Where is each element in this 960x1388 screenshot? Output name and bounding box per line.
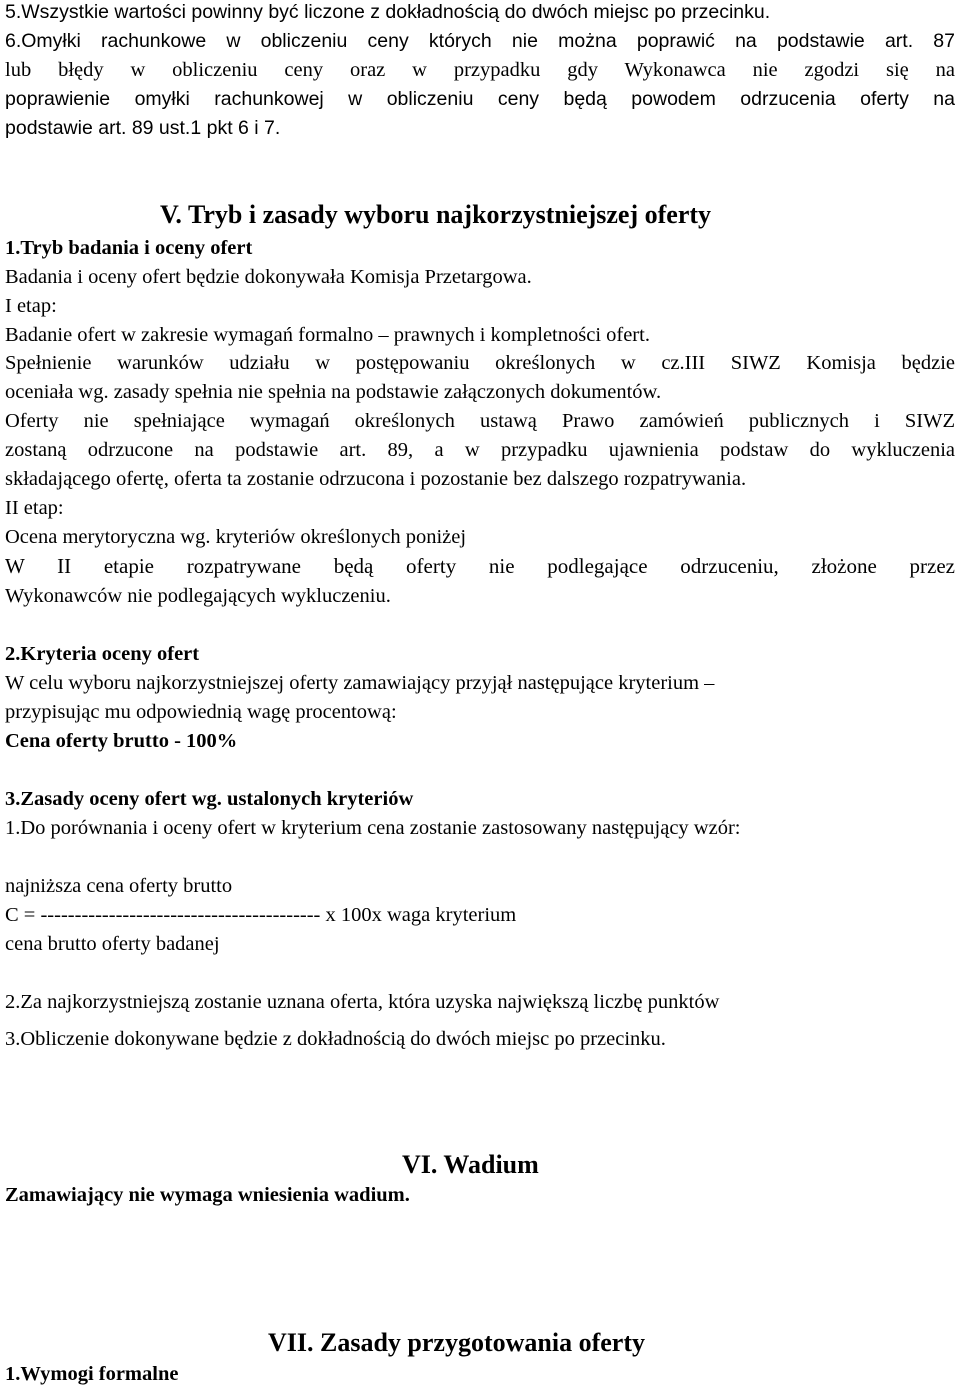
subsection-heading: 1.Wymogi formalne [5,1363,179,1385]
text-line: 3.Obliczenie dokonywane będzie z dokładnością do dwóch miejsc po przecinku. [5,1028,666,1050]
text-line: Oferty nie spełniające wymagań określonych ustawą Prawo zamówień publicznych i SIWZ [5,410,955,432]
formula-denominator: cena brutto oferty badanej [5,933,220,955]
paragraph-line: podstawie art. 89 ust.1 pkt 6 i 7. [5,117,281,139]
paragraph-line: poprawienie omyłki rachunkowej w obliczeniu ceny będą powodem odrzucenia oferty na [5,88,955,110]
subsection-heading: 3.Zasady oceny ofert wg. ustalonych kryteriów [5,788,414,810]
text-line: Spełnienie warunków udziału w postępowaniu określonych w cz.III SIWZ Komisja będzie [5,352,955,374]
paragraph-line: 6.Omyłki rachunkowe w obliczeniu ceny których nie można poprawić na podstawie art. 87 [5,30,955,52]
text-line: 2.Za najkorzystniejszą zostanie uznana oferta, która uzyska największą liczbę punktów [5,991,720,1013]
text-line: Badanie ofert w zakresie wymagań formalno – prawnych i kompletności ofert. [5,324,650,346]
formula-numerator: najniższa cena oferty brutto [5,875,233,897]
subsection-heading: 1.Tryb badania i oceny ofert [5,237,253,259]
text-line: składającego ofertę, oferta ta zostanie odrzucona i pozostanie bez dalszego rozpatrywania. [5,468,747,490]
section-vi-text: Zamawiający nie wymaga wniesienia wadium. [5,1184,410,1206]
section-v-heading: V. Tryb i zasady wyboru najkorzystniejszej oferty [160,200,712,229]
text-line: Badania i oceny ofert będzie dokonywała Komisja Przetargowa. [5,266,532,288]
section-vii-heading: VII. Zasady przygotowania oferty [268,1328,645,1357]
text-line: zostaną odrzucone na podstawie art. 89, a w przypadku ujawnienia podstaw do wykluczenia [5,439,955,461]
text-line: przypisując mu odpowiednią wagę procentową: [5,701,397,723]
text-line: II etap: [5,497,64,519]
text-line: oceniała wg. zasady spełnia nie spełnia na podstawie załączonych dokumentów. [5,381,662,403]
text-line: 1.Do porównania i oceny ofert w kryterium cena zostanie zastosowany następujący wzór: [5,817,741,839]
paragraph-line: 5.Wszystkie wartości powinny być liczone z dokładnością do dwóch miejsc po przecinku. [5,1,771,23]
text-line: W II etapie rozpatrywane będą oferty nie podlegające odrzuceniu, złożone przez [5,554,955,578]
text-line: W celu wyboru najkorzystniejszej oferty zamawiający przyjął następujące kryterium – [5,672,715,694]
text-line: Wykonawców nie podlegających wykluczeniu. [5,585,391,607]
subsection-heading: 2.Kryteria oceny ofert [5,643,200,665]
section-vi-heading: VI. Wadium [402,1150,539,1179]
criterion-text: Cena oferty brutto - 100% [5,730,238,752]
text-line: I etap: [5,295,57,317]
text-line: Ocena merytoryczna wg. kryteriów określonych poniżej [5,526,467,548]
paragraph-line: lub błędy w obliczeniu ceny oraz w przypadku gdy Wykonawca nie zgodzi się na [5,59,955,81]
formula-main: C = ----------------------------------------- x 100x waga kryterium [5,904,517,926]
